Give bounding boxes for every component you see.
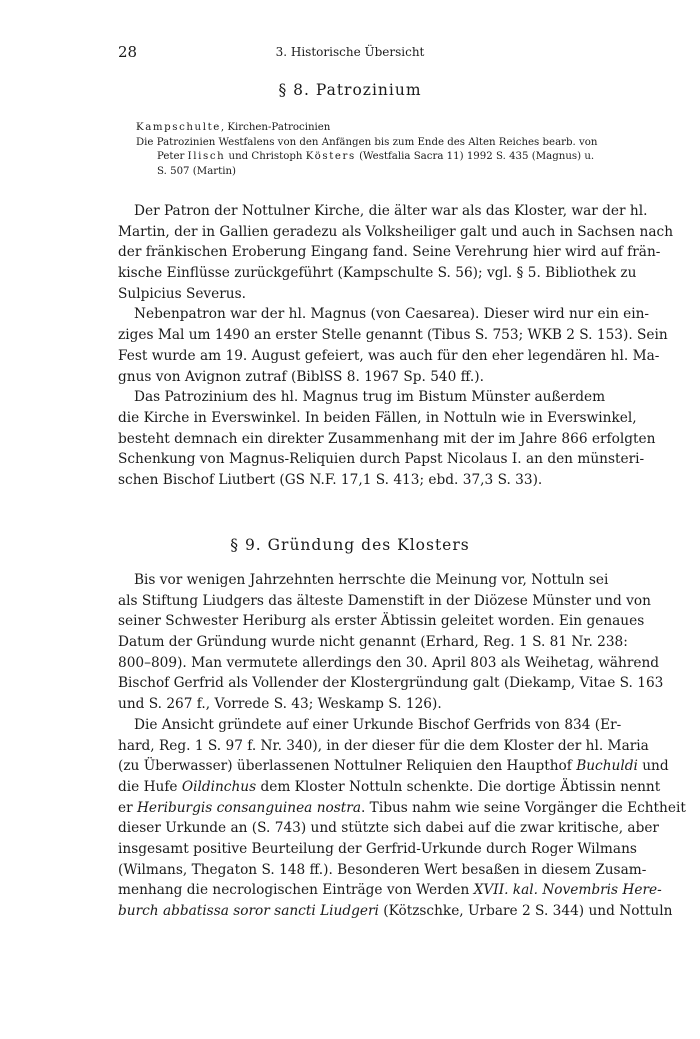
bibliography xyxy=(136,121,606,179)
bib-author: Kösters xyxy=(305,151,356,162)
text-line: Fest wurde am 19. August gefeiert, was auch für den eher legendären hl. Ma- xyxy=(118,347,660,364)
text-line: Bischof Gerfrid als Vollender der Klostergründung galt (Diekamp, Vitae S. 163 xyxy=(118,675,664,692)
italic-term: Heriburgis consanguinea nostra xyxy=(137,799,361,816)
text-line: (Wilmans, Thegaton S. 148 ff.). Besonderen Wert besaßen in diesem Zusam- xyxy=(118,861,647,878)
text-run: und xyxy=(637,758,669,775)
section-8-body xyxy=(118,201,674,491)
text-line: Bis vor wenigen Jahrzehnten herrschte die Meinung vor, Nottuln sei xyxy=(134,572,609,588)
text-line: Der Patron der Nottulner Kirche, die älter war als das Kloster, war der hl. xyxy=(134,203,648,219)
section-9-body xyxy=(118,570,686,922)
italic-term: Oildinchus xyxy=(181,778,257,795)
italic-term: burch abbatissa soror sancti Liudgeri xyxy=(118,903,379,919)
bib-author: Kampschulte xyxy=(136,122,221,133)
section-9-title: § 9. Gründung des Klosters xyxy=(230,536,470,554)
text-line: Die Ansicht gründete auf einer Urkunde Bischof Gerfrids von 834 (Er- xyxy=(134,716,622,733)
text-line: kische Einflüsse zurückgeführt (Kampschulte S. 56); vgl. § 5. Bibliothek zu xyxy=(118,265,637,282)
bib-author: Ilisch xyxy=(187,151,226,162)
section-8-title: § 8. Patrozinium xyxy=(278,81,422,99)
text-line: besteht demnach ein direkter Zusammenhang mit der im Jahre 866 erfolgten xyxy=(118,430,656,447)
text-run: dem Kloster Nottuln schenkte. Die dortige Äbtissin nennt xyxy=(256,778,661,795)
page-number: 28 xyxy=(118,43,138,61)
bib-entry-1 xyxy=(136,121,606,136)
bib-text: Peter xyxy=(157,151,188,162)
text-line: seiner Schwester Heriburg als erster Äbtissin geleitet worden. Ein genaues xyxy=(118,613,645,630)
text-line: die Kirche in Everswinkel. In beiden Fällen, in Nottuln wie in Everswinkel, xyxy=(118,409,637,426)
bib-text: (Westfalia Sacra 11) 1992 S. 435 (Magnus) u. S. 507 xyxy=(157,151,595,177)
italic-term: Buchuldi xyxy=(576,758,638,775)
text-line: insgesamt positive Beurteilung der Gerfrid-Urkunde durch Roger Wilmans xyxy=(118,840,637,857)
text-line: gnus von Avignon zutraf (BiblSS 8. 1967 Sp. 540 ff.). xyxy=(118,368,484,385)
text-line: ziges Mal um 1490 an erster Stelle genannt (Tibus S. 753; WKB 2 S. 153). Sein xyxy=(118,327,668,344)
text-run: (zu Überwasser) überlassenen Nottulner Reliquien den Haupthof xyxy=(118,758,577,775)
bib-text: (Martin) xyxy=(192,165,237,177)
text-line xyxy=(118,901,673,922)
text-line xyxy=(118,756,669,777)
text-line: Martin, der in Gallien geradezu als Volksheiliger galt und auch in Sachsen nach xyxy=(118,223,674,240)
text-line: als Stiftung Liudgers das älteste Damenstift in der Diözese Münster und von xyxy=(118,592,651,609)
bib-entry-2 xyxy=(136,136,606,180)
text-line: Das Patrozinium des hl. Magnus trug im Bistum Münster außerdem xyxy=(134,389,606,406)
text-run: . Tibus nahm wie seine Vorgänger die Echtheit xyxy=(360,799,686,816)
text-run: (Kötzschke, Urbare 2 S. 344) und Nottuln xyxy=(378,903,673,919)
text-line: Datum der Gründung wurde nicht genannt (Erhard, Reg. 1 S. 81 Nr. 238: xyxy=(118,634,628,651)
text-line: und S. 267 f., Vorrede S. 43; Weskamp S. 126). xyxy=(118,696,442,713)
text-line xyxy=(118,798,686,819)
running-head: 3. Historische Übersicht xyxy=(275,45,425,59)
text-run: menhang die necrologischen Einträge von Werden xyxy=(118,882,474,899)
text-run: er xyxy=(118,799,137,816)
text-line: Nebenpatron war der hl. Magnus (von Caesarea). Dieser wird nur ein ein- xyxy=(134,306,650,323)
text-run: die Hufe xyxy=(118,778,182,795)
text-line: schen Bischof Liutbert (GS N.F. 17,1 S. 413; ebd. 37,3 S. 33). xyxy=(118,471,543,488)
bib-text: , Kirchen-Patrocinien xyxy=(220,122,331,133)
text-line xyxy=(118,880,662,901)
text-line: der fränkischen Eroberung Eingang fand. Seine Verehrung hier wird auf frän- xyxy=(118,244,661,261)
bib-text: und Christoph xyxy=(225,151,306,162)
text-line xyxy=(118,777,661,798)
text-line: Sulpicius Severus. xyxy=(118,285,246,302)
text-line: Schenkung von Magnus-Reliquien durch Papst Nicolaus I. an den münsteri- xyxy=(118,451,645,468)
italic-term: XVII. kal. Novembris Here- xyxy=(473,882,662,899)
text-line: hard, Reg. 1 S. 97 f. Nr. 340), in der dieser für die dem Kloster der hl. Maria xyxy=(118,737,649,754)
text-line: 800–809). Man vermutete allerdings den 30. April 803 als Weihetag, während xyxy=(118,654,660,671)
bib-text: Die Patrozinien Westfalens von den Anfängen bis zum Ende des Alten Reiches bearb. von xyxy=(136,136,598,148)
text-line: dieser Urkunde an (S. 743) und stützte sich dabei auf die zwar kritische, aber xyxy=(118,820,659,837)
